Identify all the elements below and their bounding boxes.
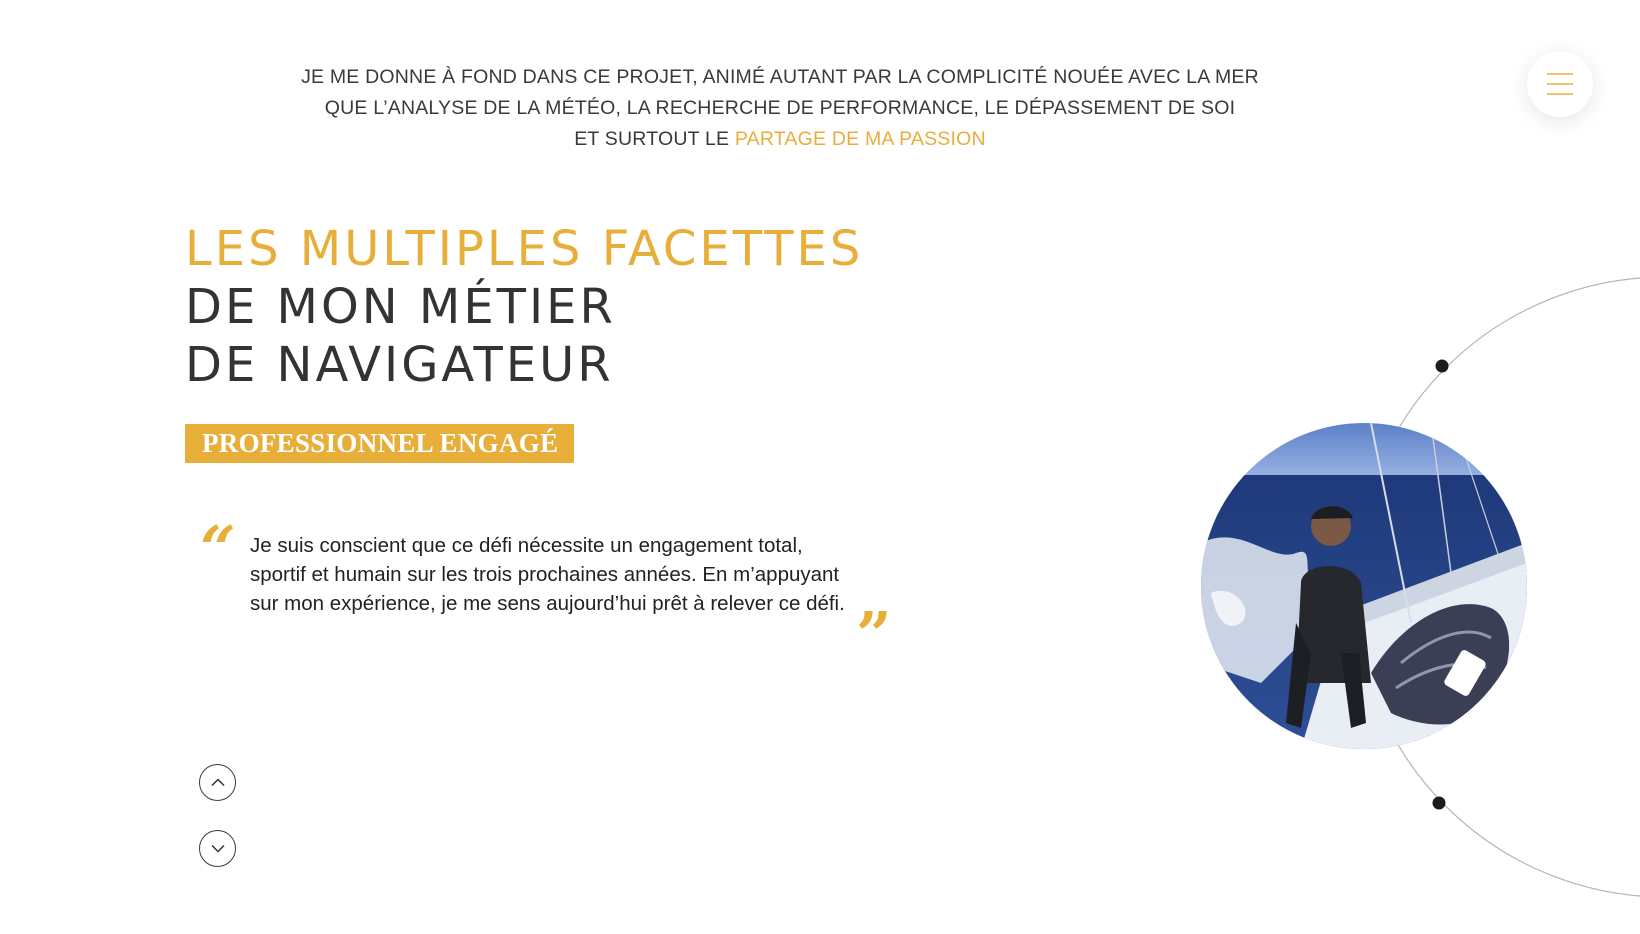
title-line-2: DE MON MÉTIER [185, 279, 616, 335]
title-line-3: DE NAVIGATEUR [185, 337, 614, 393]
intro-line-3-prefix: ET SURTOUT LE [574, 128, 730, 150]
intro-highlight: PARTAGE DE MA PASSION [734, 128, 986, 150]
orbit-dot-bottom [1433, 797, 1446, 810]
open-quote-mark: “ [200, 512, 236, 585]
orbit-dot-top [1436, 360, 1449, 373]
quote-text: Je suis conscient que ce défi nécessite un engagement total, sportif et humain sur les trois prochaines années. En m’appuyant sur mon expérience, je me sens aujourd’hui prêt à relever ce défi. [250, 534, 845, 615]
sailor-photo [1201, 423, 1527, 749]
close-quote-mark: ” [856, 598, 892, 671]
title-line-1: LES MULTIPLES FACETTES [185, 221, 864, 277]
facet-badge: PROFESSIONNEL ENGAGÉ [185, 424, 574, 463]
intro-line-1: JE ME DONNE À FOND DANS CE PROJET, ANIMÉ AUTANT PAR LA COMPLICITÉ NOUÉE AVEC LA MER [301, 66, 1259, 88]
intro-line-2: QUE L’ANALYSE DE LA MÉTÉO, LA RECHERCHE DE PERFORMANCE, LE DÉPASSEMENT DE SOI [324, 97, 1236, 119]
